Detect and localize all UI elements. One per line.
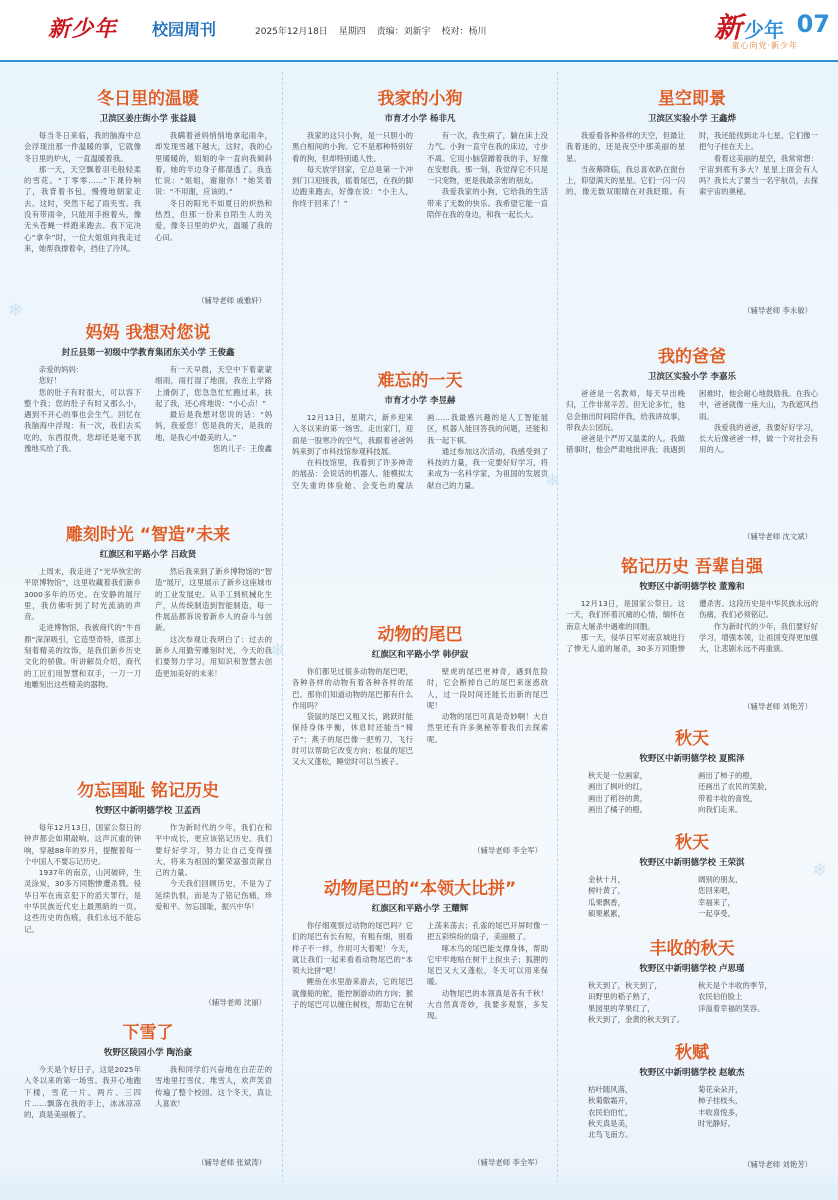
article-body — [24, 566, 272, 764]
poem-line: 秋天真是美， — [588, 1118, 633, 1128]
article-time-carving — [24, 524, 272, 764]
poem-line: 金秋十月， — [588, 875, 625, 884]
paragraph: 走进博物馆，我被商代的“牛首鼎”深深吸引，它造型奇特，底部上刻着精美的纹饰，是我们新乡历史文化的骄傲。听讲解员介绍，商代的工匠们用智慧和双手，一刀一刀地雕刻出这些精美的器物。 — [24, 623, 141, 689]
article-body — [292, 412, 548, 610]
article-body — [292, 130, 548, 350]
paragraph: 您的肚子有时很大，可以容下整个我；您的肚子有时又那么小，遇到不开心的事也会生气。回忆在我脑海中浮现：有一次，我们去买吃的，东西很贵，您却还是毫不犹豫地买给了我。 — [24, 387, 141, 454]
article-byline: 红旗区和平路小学 王耀辉 — [371, 904, 469, 914]
poem-stanza — [588, 770, 686, 815]
article-title: 妈妈 我想对您说 — [85, 323, 211, 343]
paragraph: 壁虎的尾巴更神奇，遇到危险时，它会断掉自己的尾巴来迷惑敌人，过一段时间还能长出新的尾巴呢！ — [427, 667, 548, 710]
poem-line: 向我们走来。 — [698, 804, 743, 814]
poem-autumn-ode — [566, 1042, 818, 1174]
poem-line: 画出了稻谷的黄， — [588, 793, 648, 803]
paragraph: 袋鼠的尾巴又粗又长，跳跃时能保持身体平衡，休息时还能当“椅子”；燕子的尾巴像一把剪刀，飞行时可以帮助它改变方向；松鼠的尾巴又大又蓬松，睡觉时可以当被子。 — [292, 712, 413, 767]
brand-slogan: 童心向党·新少年 — [731, 41, 798, 50]
teacher-credit: （辅导老师 李永敏） — [743, 306, 812, 315]
poem-line: 画出了橘子的橙。 — [588, 804, 648, 814]
paragraph: 12月13日，星期六，新乡迎来入冬以来的第一场雪。走出家门，迎面是一股寒冷的空气，我跟着爸爸妈妈来到了市科技馆参观科技展。 — [292, 413, 413, 456]
paragraph: 你仔细观察过动物的尾巴吗？它们的尾巴有长有短，有粗有细，别看样子不一样，作用可大着呢！今天，就让我们一起来看看动物尾巴的“本领大比拼”吧！ — [292, 921, 413, 976]
page-header — [0, 0, 838, 62]
teacher-credit: （辅导老师 沈丽） — [204, 998, 266, 1007]
paragraph: 在科技馆里，我看到了许多神奇的展品：会说话的机器人、能模拟太空失重的体验舱、会变色的魔法画……我最感兴趣的是人工智能展区，机器人能回答我的问题，还能和我一起下棋。 — [292, 413, 548, 490]
paragraph: 我家的这只小狗，是一只胆小的黑白相间的小狗。它不是那种特别好看的狗，但却特别通人性。 — [292, 131, 413, 163]
article-title: 星空即景 — [658, 89, 726, 109]
article-my-dad — [566, 346, 818, 546]
article-title: 秋天 — [675, 729, 709, 749]
poem-line: 画出了柿子的橙， — [698, 771, 758, 780]
article-body — [292, 920, 548, 1160]
teacher-credit: （辅导老师 沈文斌） — [743, 532, 812, 541]
issue-date: 2025年12月18日 — [255, 27, 328, 37]
article-byline: 牧野区中新明德学校 赵敏杰 — [639, 1068, 745, 1078]
paragraph: 动物尾巴的本领真是各有千秋！大自然真奇妙，我要多观察，多发现。 — [427, 988, 548, 1021]
poem-body — [566, 874, 818, 919]
poem-line: 还画出了农民的笑脸， — [698, 782, 772, 792]
paragraph: 作为新时代的少年，我们要好好学习，增强本领，让祖国变得更加强大，让悲剧永远不再重演。 — [699, 621, 818, 654]
article-body — [24, 130, 272, 298]
paragraph: 我瞒着爸妈悄悄地拿起雨伞，却发现雪越下越大，这时，我的心里暖暖的，姐姐的伞一直向我倾斜着，她的半边身子都湿透了。我连忙说：“姐姐，谢谢你！”她笑着说：“不用谢，应该的。” — [155, 131, 272, 197]
poem-line: 阔别的朋友， — [698, 875, 743, 884]
paragraph: 鲤鱼在水里游来游去，它的尾巴就像船的舵，能控制游动的方向；猴子的尾巴可以缠住树枝，帮助它在树上荡来荡去；孔雀的尾巴开屏时像一把五彩缤纷的扇子，美丽极了。 — [292, 921, 548, 1010]
article-byline: 红旗区和平路小学 韩伊寂 — [371, 650, 469, 660]
paragraph: 我爱我的爸爸，我要好好学习，长大后像爸爸一样，做一个对社会有用的人。 — [699, 422, 818, 455]
article-mom-letter — [24, 322, 272, 512]
paragraph: 最后是我想对您说的话：“妈妈，我爱您！您是我的天，是我的地，是我心中最美的人。” — [155, 410, 272, 442]
paragraph: 每当冬日来临，我的脑海中总会浮现出那一件温暖的事，它就像冬日里的炉火，一直温暖着我。 — [24, 131, 141, 163]
article-starry-sky — [566, 88, 818, 320]
paragraph: 每年12月13日，国家公祭日的钟声都会如期敲响。这声沉重的钟响，穿越88年的岁月，提醒着每一个中国人不要忘记历史。 — [24, 823, 141, 866]
article-byline: 牧野区中新明德学校 王荣淇 — [639, 858, 745, 868]
paragraph: 你们都见过很多动物的尾巴吧，各种各样的动物有着各种各样的尾巴。那你们知道动物的尾巴都有什么作用吗？ — [292, 667, 413, 710]
paragraph: 那一天，侵华日军对南京城进行了惨无人道的屠杀，30多万同胞惨遭杀害。这段历史是中华民族永远的伤痛，我们必须铭记。 — [566, 599, 818, 654]
poem-harvest-autumn — [566, 938, 818, 1038]
paragraph: 亲爱的妈妈： — [38, 365, 84, 374]
poem-line: 秋天到了，秋天到了， — [588, 981, 662, 990]
snowflake-icon: ❄ — [270, 640, 286, 661]
article-byline: 牧野区中新明德学校 卢思瑾 — [639, 964, 745, 974]
article-body — [566, 130, 818, 308]
paragraph: 这次参观让我明白了：过去的新乡人用勤劳雕刻时光，今天的我们要努力学习，用知识和智慧去创造更加美好的未来！ — [155, 634, 272, 678]
poem-line: 硕果累累， — [588, 908, 625, 918]
paragraph: 冬日的阳光不如夏日的炽热和热烈，但那一份来自陌生人的关爱，像冬日里的炉火，温暖了我的心田。 — [155, 198, 272, 242]
paragraph: 啄木鸟的尾巴能支撑身体，帮助它牢牢地贴在树干上捉虫子；狐狸的尾巴又大又蓬松，冬天可以用来保暖。 — [427, 943, 548, 987]
paragraph: 爸爸是一名教师，每天早出晚归，工作非常辛苦。但无论多忙，他总会抽出时间陪伴我，给我讲故事，带我去公园玩。 — [566, 389, 685, 432]
article-title: 难忘的一天 — [377, 371, 463, 391]
snowflake-icon: ❄ — [8, 300, 24, 321]
article-title: 动物的尾巴 — [377, 625, 463, 645]
article-title: 冬日里的温暖 — [97, 89, 199, 109]
article-remember-history — [24, 780, 272, 1012]
teacher-credit: （辅导老师 刘艳芳） — [743, 702, 812, 711]
article-title: 丰收的秋天 — [649, 939, 735, 959]
poem-stanza — [588, 874, 686, 919]
poem-line: 瓜果飘香， — [588, 897, 625, 907]
paragraph: 作为新时代的少年，我们在和平中成长，更应该铭记历史。我们要好好学习，努力让自己变得强大，将来为祖国的繁荣富强贡献自己的力量。 — [155, 823, 272, 878]
article-title: 秋天 — [675, 833, 709, 853]
footer-decoration — [0, 1170, 838, 1200]
newspaper-logo: 新少年 — [48, 16, 118, 42]
snowflake-icon: ❄ — [545, 470, 561, 491]
paragraph: 当夜幕降临，我总喜欢趴在窗台上，仰望满天的星星。它们一闪一闪的，像无数双眼睛在对我眨眼。有时，我还能找到北斗七星，它们像一把勺子挂在天上。 — [566, 131, 818, 197]
poem-line: 秋菊傲霜开， — [588, 1096, 633, 1106]
article-byline: 牧野区中新明德学校 夏熙泽 — [639, 754, 745, 764]
article-body — [24, 822, 272, 1000]
paragraph: 看着这美丽的星空，我常常想：宇宙到底有多大？星星上面会有人吗？我长大了要当一名宇航员，去探索宇宙的奥秘。 — [699, 153, 818, 197]
paragraph: 我和同学们兴奋地在白茫茫的雪地里打雪仗、堆雪人，欢声笑语传遍了整个校园。这个冬天，真让人喜欢！ — [155, 1065, 272, 1108]
teacher-credit: （辅导老师 李全军） — [473, 846, 542, 855]
article-body — [566, 598, 818, 706]
poem-line: 农民伯伯脸上 — [698, 992, 743, 1002]
paragraph: 您好！ — [38, 376, 61, 386]
poem-line: 画出了枫叶的红， — [588, 782, 648, 792]
poem-line: 果园里的苹果红了， — [588, 1003, 655, 1013]
poem-autumn-1 — [566, 728, 818, 828]
poem-line: 枯叶随风落， — [588, 1085, 633, 1094]
poem-line: 一起享受。 — [698, 908, 735, 918]
editor-credit: 责编：刘新宇 — [376, 27, 431, 37]
section-name: 校园周刊 — [152, 20, 217, 39]
article-body — [566, 388, 818, 536]
paragraph: 有一天早晨，天空中下着蒙蒙细雨，雨打湿了地面，我在上学路上滑倒了，您急急忙忙跑过来，扶起了我，还心疼地说：“小心点！” — [155, 365, 272, 408]
poem-stanza — [698, 770, 796, 815]
article-history-self-strength — [566, 556, 818, 716]
poem-line: 北鸟飞南方。 — [588, 1130, 633, 1140]
poem-line: 丰收喜悦多， — [698, 1107, 743, 1117]
poem-line: 菊花朵朵开， — [698, 1085, 743, 1094]
paragraph: 1937年的南京，山河破碎，生灵涂炭，30多万同胞惨遭杀戮。侵华日军在南京犯下的滔天罪行，是中华民族近代史上最黑暗的一页。这些历史的伤痕，我们永远不能忘记。 — [24, 868, 141, 934]
poem-line: 秋天到了，金黄的秋天到了。 — [588, 1014, 685, 1024]
article-my-puppy — [292, 88, 548, 350]
article-title: 我家的小狗 — [377, 89, 463, 109]
poem-body — [566, 980, 818, 1025]
poem-line: 树叶黄了， — [588, 886, 625, 896]
teacher-credit: （辅导老师 刘艳芳） — [743, 1160, 812, 1169]
poem-stanza — [698, 874, 796, 919]
article-body — [24, 1064, 272, 1160]
article-winter-warmth — [24, 88, 272, 310]
paragraph: 然后我来到了新乡博物馆的“智造”展厅，这里展示了新乡这座城市的工业发展史。从手工到机械化生产，从传统制造到智能制造，每一件展品都诉说着新乡人的奋斗与创新。 — [155, 567, 272, 633]
poem-line: 秋天是一位画家， — [588, 771, 648, 780]
poem-line: 秋天是个丰收的季节， — [698, 981, 772, 990]
article-body — [24, 364, 272, 512]
article-animal-tails — [292, 624, 548, 860]
paragraph: 上周末，我走进了“光华恢宏的平原博物馆”，这里收藏着我们新乡3000多年的历史。在安静的展厅里，我仿佛听到了时光流淌的声音。 — [24, 567, 141, 622]
article-byline: 市育才小学 李昱赫 — [384, 396, 456, 406]
article-byline: 牧野区中新明德学校 卫孟西 — [95, 806, 201, 816]
paragraph: 今天是个好日子，这是2025年入冬以来的第一场雪。我开心地跑下楼，雪花一片、两片、三四片……飘落在我的手上，冰冰凉凉的，真是美丽极了。 — [24, 1065, 141, 1120]
poem-stanza — [698, 980, 796, 1025]
article-snowfall — [24, 1022, 272, 1172]
poem-stanza — [588, 980, 686, 1025]
poem-stanza — [588, 1084, 686, 1140]
brand-xin: 新 — [713, 11, 742, 44]
article-title: 动物尾巴的“本领大比拼” — [323, 879, 517, 899]
article-byline: 卫滨区实验小学 李嘉乐 — [648, 372, 736, 382]
issue-weekday: 星期四 — [338, 27, 366, 37]
brand-shao: 少年 — [744, 18, 784, 42]
paragraph: 今天我们回顾历史，不是为了延续仇恨，而是为了铭记伤痛，珍爱和平。勿忘国耻，振兴中华！ — [155, 879, 272, 912]
article-byline: 卫滨区实验小学 王鑫烨 — [648, 114, 736, 124]
article-tail-contest — [292, 878, 548, 1172]
paragraph: 12月13日，是国家公祭日。这一天，我们怀着沉痛的心情，缅怀在南京大屠杀中遇难的同胞。 — [566, 599, 685, 631]
proofreader-credit: 校对：杨川 — [441, 27, 487, 37]
poem-line: 洋溢着幸福的笑容。 — [698, 1003, 765, 1013]
poem-stanza — [698, 1084, 796, 1140]
article-byline: 市育才小学 杨非凡 — [384, 114, 456, 124]
issue-meta — [255, 24, 494, 37]
article-title: 秋赋 — [675, 1043, 709, 1063]
paragraph: 爸爸是个严厉又温柔的人。我做错事时，他会严肃地批评我；我遇到困难时，他会耐心地鼓励我。在我心中，爸爸就像一座大山，为我遮风挡雨。 — [566, 389, 818, 455]
article-byline: 牧野区中新明德学校 董豫和 — [639, 582, 745, 592]
article-title: 下雪了 — [122, 1023, 174, 1043]
teacher-credit: （辅导老师 李全军） — [473, 1158, 542, 1167]
poem-line: 农民伯伯忙， — [588, 1107, 633, 1117]
page-number: 07 — [796, 10, 830, 38]
paragraph: 动物的尾巴可真是奇妙啊！大自然里还有许多奥秘等着我们去探索呢。 — [427, 712, 548, 744]
paragraph: 有一次，我生病了，躺在床上没力气。小狗一直守在我的床边，寸步不离。它用小脑袋蹭着我的手，好像在安慰我。那一刻，我觉得它不只是一只宠物，更是我最亲密的朋友。 — [427, 131, 548, 186]
poem-line: 田野里的稻子熟了， — [588, 992, 655, 1002]
article-body — [292, 666, 548, 848]
paragraph: 那一天，天空飘着羽毛般轻柔的雪花。“丁零零……”下课铃响了，我背着书包，慢慢地朝家走去。这时，突然下起了雨夹雪。我没有带雨伞，只能用手抱着头，像无头苍蝇一样跑来跑去。我下定决心“拿伞”时，一位大姐姐向我走过来，她帮我撑着伞，挡住了冷风。 — [24, 164, 141, 253]
poem-body — [566, 1084, 818, 1140]
teacher-credit: （辅导老师 戚雅轩） — [197, 296, 266, 305]
paragraph: 您的儿子：王俊鑫 — [212, 444, 272, 454]
article-title: 勿忘国耻 铭记历史 — [77, 781, 219, 801]
poem-line: 柿子挂枝头， — [698, 1096, 743, 1106]
article-memorable-day — [292, 370, 548, 610]
column-divider — [282, 72, 283, 1182]
poem-body — [566, 770, 818, 815]
article-title: 铭记历史 吾辈自强 — [621, 557, 763, 577]
snowflake-icon: ❄ — [812, 860, 828, 881]
article-byline: 封丘县第一初级中学教育集团东关小学 王俊鑫 — [61, 348, 235, 358]
poem-line: 时光静好。 — [698, 1118, 735, 1128]
article-title: 雕刻时光 “智造”未来 — [65, 525, 231, 545]
article-byline: 牧野区陵园小学 陶治豪 — [104, 1048, 192, 1058]
paragraph: 通过参加这次活动，我感受到了科技的力量，我一定要好好学习，将来成为一名科学家，为祖国的发展贡献自己的力量。 — [427, 446, 548, 490]
poem-autumn-2 — [566, 832, 818, 932]
teacher-credit: （辅导老师 张斌涛） — [197, 1158, 266, 1167]
article-title: 我的爸爸 — [658, 347, 726, 367]
poem-line: 您回来吧， — [698, 886, 735, 896]
poem-line: 带着丰收的喜悦， — [698, 793, 758, 803]
poem-line: 幸福来了， — [698, 897, 735, 907]
article-byline: 红旗区和平路小学 吕政贤 — [99, 550, 197, 560]
paragraph: 每天放学回家，它总是第一个冲到门口迎接我，摇着尾巴，在我的脚边跑来跑去，好像在说：“小主人，你终于回来了！” — [292, 164, 413, 208]
paragraph: 我爱我家的小狗，它给我的生活带来了无数的快乐。我希望它能一直陪伴在我的身边，和我一起长大。 — [427, 187, 548, 220]
paragraph: 我爱看各种各样的天空，但最让我着迷的，还是夜空中那美丽的星星。 — [566, 131, 685, 163]
article-byline: 卫滨区姜庄街小学 张益晨 — [99, 114, 197, 124]
column-divider — [557, 72, 558, 1182]
